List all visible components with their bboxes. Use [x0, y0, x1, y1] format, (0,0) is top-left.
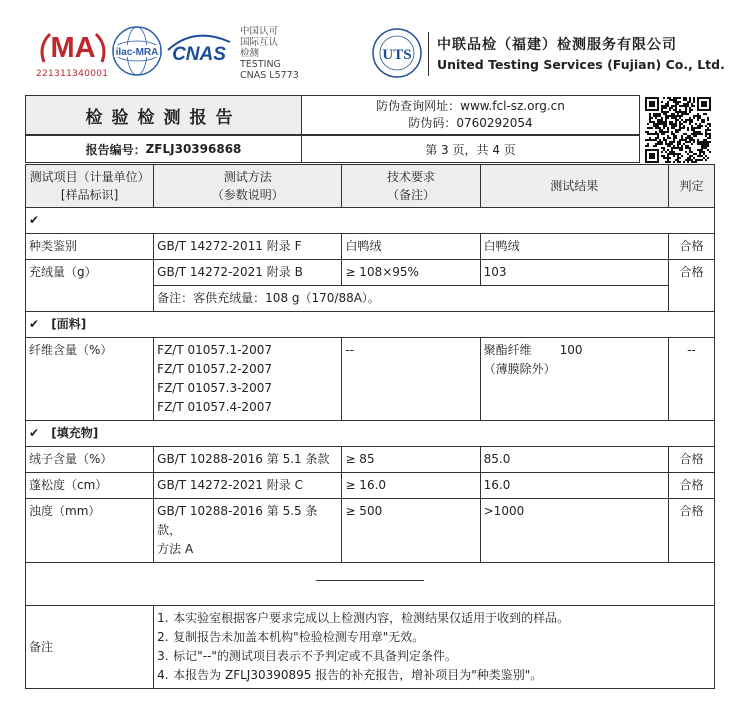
- cell-method: GB/T 14272-2011 附录 F: [154, 234, 342, 260]
- table-row: [26, 473, 715, 499]
- uts-logo-text: UTS: [382, 47, 412, 63]
- note-text: 标记"--"的测试项目表示不予判定或不具备判定条件。: [173, 649, 457, 663]
- section-row-filling: [26, 421, 715, 447]
- cnas-accreditation-info: [240, 26, 299, 81]
- ma-number: 221311340001: [36, 69, 109, 79]
- verify-url[interactable]: www.fcl-sz.org.cn: [460, 99, 565, 113]
- method-line: FZ/T 01057.3-2007: [157, 381, 272, 395]
- method-line: 方法 A: [157, 542, 194, 556]
- header-text: 技术要求: [387, 170, 436, 184]
- table-row: [26, 338, 715, 421]
- report-number-value: ZFLJ30396868: [145, 142, 242, 156]
- report-title: 检验检测报告: [25, 95, 302, 135]
- header-requirement: [342, 165, 480, 208]
- note-item: [157, 609, 711, 628]
- cnas-logo-text: CNAS: [172, 44, 226, 65]
- note-text: 本报告为 ZFLJ30390895 报告的补充报告，增补项目为"种类鉴别"。: [173, 668, 543, 682]
- cell-item: 纤维含量（%）: [26, 338, 154, 421]
- cell-requirement: --: [342, 338, 480, 421]
- cell-result: 103: [480, 260, 668, 286]
- method-line: FZ/T 01057.2-2007: [157, 362, 272, 376]
- end-marker-row: [26, 563, 715, 606]
- header-test-method: [154, 165, 342, 208]
- cell-verdict: 合格: [668, 473, 714, 499]
- table-row: [26, 447, 715, 473]
- header-subtext: [样品标识]: [60, 188, 119, 202]
- cell-method: [154, 499, 342, 563]
- report-number: [25, 135, 302, 163]
- cell-method: GB/T 14272-2021 附录 C: [154, 473, 342, 499]
- note-number: 2.: [157, 630, 169, 644]
- cell-verdict: 合格: [668, 234, 714, 260]
- verify-code: 0760292054: [456, 116, 533, 130]
- notes-list: [154, 606, 715, 689]
- section-row-fabric: [26, 312, 715, 338]
- verify-code-line: [302, 115, 639, 132]
- note-number: 3.: [157, 649, 169, 663]
- cell-requirement: ≥ 16.0: [342, 473, 480, 499]
- note-number: 1.: [157, 611, 169, 625]
- uts-company-logo: [370, 26, 424, 80]
- result-fiber-name: 聚酯纤维: [483, 343, 532, 357]
- cnas-info-line: 检测: [240, 48, 260, 59]
- check-icon: ✔: [29, 317, 40, 331]
- cnas-info-line: 国际互认: [240, 37, 279, 48]
- verify-url-line: [302, 98, 639, 115]
- verify-code-label: 防伪码：: [408, 116, 457, 130]
- cell-result: 16.0: [480, 473, 668, 499]
- cell-result: [480, 338, 668, 421]
- company-name-cn: 中联品检（福建）检测服务有限公司: [437, 37, 677, 53]
- header-result: [480, 165, 668, 208]
- notes-row: [26, 606, 715, 689]
- table-row: [26, 499, 715, 563]
- cell-result: 85.0: [480, 447, 668, 473]
- note-item: [157, 666, 711, 685]
- cell-item: 充绒量（g）: [26, 260, 154, 312]
- cell-item: 蓬松度（cm）: [26, 473, 154, 499]
- method-line: GB/T 10288-2016 第 5.5 条款，: [157, 504, 318, 537]
- letterhead: [0, 0, 730, 92]
- table-row: [26, 234, 715, 260]
- ilac-mra-logo: [110, 24, 164, 78]
- qr-code-icon[interactable]: [645, 97, 711, 163]
- test-results-table: [25, 164, 715, 689]
- cell-method: GB/T 10288-2016 第 5.1 条款: [154, 447, 342, 473]
- cell-result: 白鸭绒: [480, 234, 668, 260]
- note-item: [157, 628, 711, 647]
- table-row: [26, 260, 715, 286]
- cnas-info-line: CNAS L5773: [240, 70, 299, 81]
- cell-requirement: ≥ 108×95%: [342, 260, 480, 286]
- note-item: [157, 647, 711, 666]
- cell-verdict: 合格: [668, 499, 714, 563]
- cell-remark: 备注：客供充绒量：108 g（170/88A）。: [154, 286, 669, 312]
- header-text: 测试结果: [550, 179, 599, 193]
- cell-verdict: --: [668, 338, 714, 421]
- header-test-item: [26, 165, 154, 208]
- check-icon: ✔: [29, 213, 40, 227]
- cnas-logo: [164, 30, 234, 70]
- ma-certification-logo: [36, 28, 110, 64]
- section-label: [面料]: [51, 317, 87, 331]
- method-line: FZ/T 01057.1-2007: [157, 343, 272, 357]
- cell-requirement: ≥ 500: [342, 499, 480, 563]
- company-name-en: United Testing Services (Fujian) Co., Ltd.: [437, 57, 725, 72]
- header-subtext: （备注）: [387, 188, 436, 202]
- check-icon: ✔: [29, 426, 40, 440]
- header-text: 测试方法: [223, 170, 272, 184]
- cell-methods: [154, 338, 342, 421]
- header-verdict: [668, 165, 714, 208]
- end-of-data-line: [316, 580, 424, 581]
- cell-item: 绒子含量（%）: [26, 447, 154, 473]
- logo-divider: [428, 32, 429, 76]
- ilac-logo-text: ilac-MRA: [115, 47, 159, 58]
- method-line: FZ/T 01057.4-2007: [157, 400, 272, 414]
- cell-item: 种类鉴别: [26, 234, 154, 260]
- cell-item: 浊度（mm）: [26, 499, 154, 563]
- result-note: （薄膜除外）: [483, 362, 556, 376]
- cell-requirement: ≥ 85: [342, 447, 480, 473]
- section-label: [填充物]: [51, 426, 99, 440]
- header-text: 测试项目（计量单位）: [29, 170, 150, 184]
- cell-verdict: 合格: [668, 447, 714, 473]
- cnas-info-line: 中国认可: [240, 26, 279, 37]
- cell-method: GB/T 14272-2021 附录 B: [154, 260, 342, 286]
- note-text: 本实验室根据客户要求完成以上检测内容，检测结果仅适用于收到的样品。: [173, 611, 570, 625]
- cell-verdict: 合格: [668, 260, 714, 312]
- ma-logo-text: MA: [50, 32, 96, 64]
- result-fiber-line: [484, 341, 665, 360]
- cell-requirement: 白鸭绒: [342, 234, 480, 260]
- page-indicator: 第 3 页，共 4 页: [301, 135, 640, 163]
- anti-counterfeit-info: [301, 95, 640, 135]
- cnas-info-line: TESTING: [240, 59, 281, 70]
- header-text: 判定: [679, 179, 704, 193]
- table-header-row: [26, 165, 715, 208]
- section-row-general: [26, 208, 715, 234]
- note-text: 复制报告未加盖本机构"检验检测专用章"无效。: [173, 630, 425, 644]
- report-number-label: 报告编号：: [85, 142, 146, 157]
- verify-url-label: 防伪查询网址：: [376, 99, 461, 113]
- notes-label: 备注: [26, 606, 154, 689]
- cell-result: >1000: [480, 499, 668, 563]
- result-fiber-value: 100: [559, 343, 583, 357]
- header-subtext: （参数说明）: [211, 188, 284, 202]
- note-number: 4.: [157, 668, 169, 682]
